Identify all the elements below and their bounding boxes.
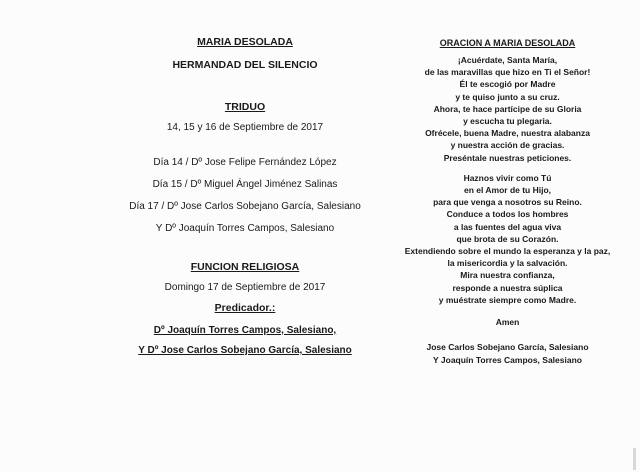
prayer-stanza-1 (395, 54, 620, 164)
prayer-stanza-2 (395, 172, 620, 306)
prayer-line: que brota de su Corazón. (456, 233, 559, 244)
left-column (100, 30, 390, 356)
prayer-line: Ofrécele, buena Madre, nuestra alabanza (425, 128, 590, 139)
triduo-heading: TRIDUO (224, 101, 266, 113)
prayer-line: Él te escogió por Madre (459, 79, 556, 90)
prayer-line: a las fuentes del agua viva (453, 221, 562, 232)
prayer-line: y muéstrate siempre como Madre. (438, 294, 577, 305)
funcion-date: Domingo 17 de Septiembre de 2017 (164, 282, 326, 293)
prayer-line: y te quiso junto a su cruz. (455, 91, 560, 102)
right-column (395, 30, 620, 367)
triduo-day-line: Día 15 / Dº Miguel Ángel Jiménez Salinas (152, 179, 338, 190)
predicador-name: Dº Joaquín Torres Campos, Salesiano, (153, 325, 337, 336)
prayer-line: Conduce a todos los hombres (446, 209, 569, 220)
prayer-line: la misericordia y la salvación. (447, 258, 568, 269)
triduo-day-line: Y Dº Joaquín Torres Campos, Salesiano (155, 223, 335, 234)
triduo-dates: 14, 15 y 16 de Septiembre de 2017 (166, 122, 324, 133)
prayer-line: Haznos vivir como Tú (463, 172, 552, 183)
prayer-line: y escucha tu plegaria. (463, 116, 552, 127)
predicador-name: Y Dº Jose Carlos Sobejano García, Salesiano (138, 345, 352, 356)
prayer-title: ORACION A MARIA DESOLADA (439, 38, 576, 48)
prayer-line: Preséntale nuestras peticiones. (443, 152, 572, 163)
signature-line: Y Joaquín Torres Campos, Salesiano (433, 355, 582, 366)
brotherhood-subtitle: HERMANDAD DEL SILENCIO (172, 59, 318, 71)
scan-edge-mark (633, 448, 636, 470)
prayer-line: ¡Acuérdate, Santa María, (457, 55, 558, 65)
prayer-line: Extendiendo sobre el mundo la esperanza y la paz, (404, 246, 611, 257)
prayer-line: responde a nuestra súplica (452, 282, 563, 293)
triduo-day-line: Día 14 / Dº Jose Felipe Fernández López (153, 157, 337, 168)
brotherhood-title: MARIA DESOLADA (197, 36, 293, 48)
prayer-line: para que venga a nosotros su Reino. (433, 197, 582, 208)
funcion-heading: FUNCION RELIGIOSA (190, 261, 300, 273)
predicador-label: Predicador.: (214, 302, 276, 314)
signature-line: Jose Carlos Sobejano García, Salesiano (426, 342, 589, 353)
prayer-line: en el Amor de tu Hijo, (463, 185, 552, 196)
prayer-line: y nuestra acción de gracias. (450, 140, 565, 151)
prayer-line: Mira nuestra confianza, (460, 270, 555, 281)
prayer-amen: Amen (495, 317, 520, 328)
prayer-line: de las maravillas que hizo en Ti el Señor! (424, 67, 591, 78)
prayer-line: Ahora, te hace partícipe de su Gloria (433, 103, 582, 114)
triduo-day-line: Día 17 / Dº Jose Carlos Sobejano García, Salesiano (129, 201, 361, 212)
